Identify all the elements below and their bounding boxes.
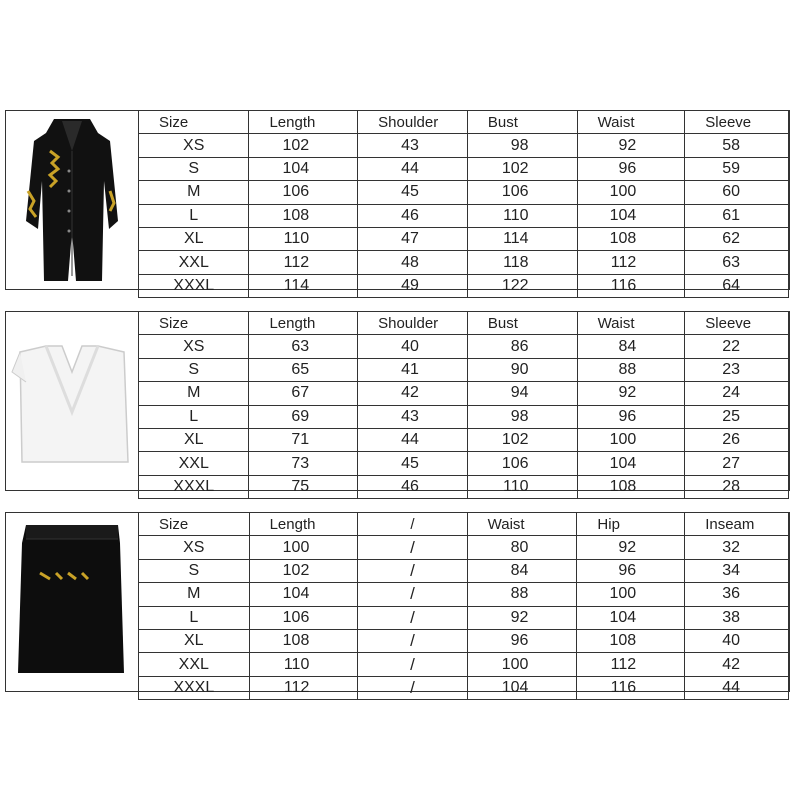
value-cell: 41: [358, 358, 468, 381]
value-cell: 42: [685, 653, 789, 676]
size-cell: S: [139, 559, 250, 582]
value-cell: 108: [577, 227, 685, 250]
value-cell: 92: [577, 134, 685, 157]
pants-size-table: [138, 513, 789, 700]
table-row: [139, 358, 789, 381]
table-row: [139, 629, 789, 652]
table-row: [139, 559, 789, 582]
value-cell: 106: [467, 452, 577, 475]
value-cell: 23: [685, 358, 789, 381]
value-cell: 96: [577, 157, 685, 180]
table-row: [139, 335, 789, 358]
value-cell: 122: [467, 274, 577, 297]
header-row: [139, 513, 789, 536]
coat-illustration: [6, 111, 137, 289]
value-cell: 88: [467, 583, 577, 606]
value-cell: 47: [358, 227, 468, 250]
table-row: [139, 405, 789, 428]
size-cell: L: [139, 606, 250, 629]
value-cell: 25: [685, 405, 789, 428]
value-cell: 104: [577, 606, 685, 629]
size-cell: XL: [139, 428, 249, 451]
value-cell: 100: [577, 181, 685, 204]
value-cell: 98: [467, 134, 577, 157]
header-cell: Inseam: [685, 513, 789, 536]
table-row: [139, 536, 789, 559]
size-cell: XL: [139, 227, 249, 250]
header-cell: Length: [249, 513, 358, 536]
value-cell: 48: [358, 251, 468, 274]
value-cell: 106: [249, 181, 358, 204]
size-cell: XS: [139, 134, 249, 157]
value-cell: 102: [467, 428, 577, 451]
value-cell: 84: [577, 335, 685, 358]
value-cell: 22: [685, 335, 789, 358]
size-cell: XXL: [139, 653, 250, 676]
value-cell: 63: [249, 335, 358, 358]
value-cell: 100: [577, 428, 685, 451]
value-cell: 46: [358, 475, 468, 498]
value-cell: 106: [249, 606, 358, 629]
value-cell: 96: [577, 405, 685, 428]
value-cell: 45: [358, 181, 468, 204]
pants-illustration: [6, 513, 137, 691]
value-cell: 104: [249, 157, 358, 180]
shirt-size-table: [138, 312, 789, 499]
size-cell: M: [139, 382, 249, 405]
shirt-size-chart: [5, 311, 790, 495]
value-cell: 96: [577, 559, 685, 582]
size-cell: M: [139, 181, 249, 204]
header-cell: Size: [139, 513, 250, 536]
value-cell: 110: [467, 475, 577, 498]
value-cell: 108: [249, 629, 358, 652]
header-cell: Waist: [577, 111, 685, 134]
value-cell: 40: [358, 335, 468, 358]
value-cell: 104: [467, 676, 577, 699]
value-cell: 100: [249, 536, 358, 559]
pants-image: [6, 513, 139, 691]
value-cell: 46: [358, 204, 468, 227]
value-cell: 44: [685, 676, 789, 699]
value-cell: 108: [577, 629, 685, 652]
value-cell: 65: [249, 358, 358, 381]
size-cell: XS: [139, 536, 250, 559]
header-row: [139, 312, 789, 335]
value-cell: 44: [358, 157, 468, 180]
header-cell: Length: [249, 312, 358, 335]
size-cell: L: [139, 204, 249, 227]
coat-image: [6, 111, 139, 289]
value-cell: 67: [249, 382, 358, 405]
value-cell: 42: [358, 382, 468, 405]
size-cell: M: [139, 583, 250, 606]
value-cell: /: [358, 559, 467, 582]
value-cell: 92: [577, 536, 685, 559]
value-cell: 80: [467, 536, 577, 559]
header-cell: Length: [249, 111, 358, 134]
table-row: [139, 583, 789, 606]
pants-size-chart: [5, 512, 790, 697]
value-cell: 96: [467, 629, 577, 652]
header-cell: Bust: [467, 312, 577, 335]
value-cell: 102: [249, 134, 358, 157]
size-cell: XXXL: [139, 676, 250, 699]
value-cell: 45: [358, 452, 468, 475]
value-cell: 71: [249, 428, 358, 451]
value-cell: 69: [249, 405, 358, 428]
value-cell: /: [358, 676, 467, 699]
size-cell: L: [139, 405, 249, 428]
header-cell: Hip: [577, 513, 685, 536]
value-cell: 110: [467, 204, 577, 227]
value-cell: 86: [467, 335, 577, 358]
value-cell: 98: [467, 405, 577, 428]
value-cell: 108: [249, 204, 358, 227]
value-cell: 64: [685, 274, 789, 297]
value-cell: 43: [358, 134, 468, 157]
header-cell: /: [358, 513, 467, 536]
value-cell: 28: [685, 475, 789, 498]
value-cell: 34: [685, 559, 789, 582]
header-cell: Bust: [467, 111, 577, 134]
value-cell: 118: [467, 251, 577, 274]
value-cell: 116: [577, 274, 685, 297]
value-cell: 104: [249, 583, 358, 606]
size-cell: XXXL: [139, 274, 249, 297]
value-cell: 102: [249, 559, 358, 582]
value-cell: 63: [685, 251, 789, 274]
table-row: [139, 227, 789, 250]
value-cell: 58: [685, 134, 789, 157]
value-cell: /: [358, 583, 467, 606]
value-cell: 94: [467, 382, 577, 405]
header-cell: Sleeve: [685, 111, 789, 134]
header-cell: Sleeve: [685, 312, 789, 335]
value-cell: 61: [685, 204, 789, 227]
value-cell: 110: [249, 653, 358, 676]
header-cell: Shoulder: [358, 111, 468, 134]
value-cell: 114: [467, 227, 577, 250]
value-cell: 112: [249, 251, 358, 274]
value-cell: 114: [249, 274, 358, 297]
value-cell: 59: [685, 157, 789, 180]
value-cell: 49: [358, 274, 468, 297]
value-cell: 73: [249, 452, 358, 475]
value-cell: /: [358, 606, 467, 629]
value-cell: 27: [685, 452, 789, 475]
table-row: [139, 181, 789, 204]
value-cell: /: [358, 653, 467, 676]
size-cell: S: [139, 157, 249, 180]
table-row: [139, 676, 789, 699]
table-row: [139, 157, 789, 180]
value-cell: 108: [577, 475, 685, 498]
size-cell: XS: [139, 335, 249, 358]
value-cell: 43: [358, 405, 468, 428]
table-row: [139, 251, 789, 274]
table-row: [139, 606, 789, 629]
value-cell: 24: [685, 382, 789, 405]
value-cell: 36: [685, 583, 789, 606]
shirt-illustration: [6, 312, 137, 490]
header-cell: Size: [139, 312, 249, 335]
table-row: [139, 134, 789, 157]
header-cell: Waist: [577, 312, 685, 335]
value-cell: 44: [358, 428, 468, 451]
table-row: [139, 274, 789, 297]
value-cell: 40: [685, 629, 789, 652]
table-row: [139, 382, 789, 405]
table-row: [139, 428, 789, 451]
value-cell: 104: [577, 204, 685, 227]
value-cell: 62: [685, 227, 789, 250]
value-cell: 106: [467, 181, 577, 204]
coat-size-table: [138, 111, 789, 298]
value-cell: 100: [467, 653, 577, 676]
value-cell: /: [358, 536, 467, 559]
size-cell: XXL: [139, 452, 249, 475]
table-row: [139, 204, 789, 227]
value-cell: 26: [685, 428, 789, 451]
value-cell: 38: [685, 606, 789, 629]
table-row: [139, 475, 789, 498]
header-row: [139, 111, 789, 134]
table-row: [139, 452, 789, 475]
value-cell: 88: [577, 358, 685, 381]
shirt-image: [6, 312, 139, 490]
value-cell: 112: [249, 676, 358, 699]
value-cell: 84: [467, 559, 577, 582]
value-cell: 100: [577, 583, 685, 606]
value-cell: 75: [249, 475, 358, 498]
value-cell: 112: [577, 653, 685, 676]
value-cell: 90: [467, 358, 577, 381]
value-cell: /: [358, 629, 467, 652]
value-cell: 110: [249, 227, 358, 250]
header-cell: Size: [139, 111, 249, 134]
size-cell: XXL: [139, 251, 249, 274]
header-cell: Shoulder: [358, 312, 468, 335]
size-cell: XL: [139, 629, 250, 652]
header-cell: Waist: [467, 513, 577, 536]
value-cell: 32: [685, 536, 789, 559]
value-cell: 112: [577, 251, 685, 274]
value-cell: 92: [577, 382, 685, 405]
value-cell: 102: [467, 157, 577, 180]
value-cell: 104: [577, 452, 685, 475]
value-cell: 60: [685, 181, 789, 204]
table-row: [139, 653, 789, 676]
value-cell: 116: [577, 676, 685, 699]
size-cell: XXXL: [139, 475, 249, 498]
size-cell: S: [139, 358, 249, 381]
value-cell: 92: [467, 606, 577, 629]
coat-size-chart: [5, 110, 790, 294]
